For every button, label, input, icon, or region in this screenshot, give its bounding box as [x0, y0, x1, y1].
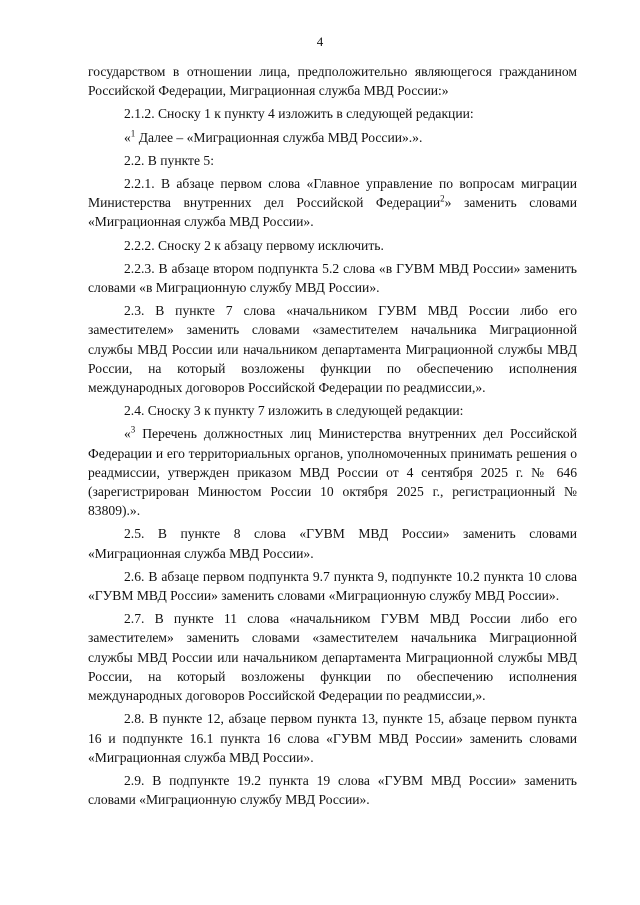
- footnote-1-open: «: [124, 129, 131, 145]
- footnote-3-open: «: [124, 426, 131, 442]
- paragraph-2-2-1-start: 2.2.1. В абзаце первом слова «Главное управление по вопросам миграции Министерства внутренних дел Российской Федерации: [88, 176, 577, 211]
- paragraph-2-2-3: 2.2.3. В абзаце втором подпункта 5.2 слова «в ГУВМ МВД России» заменить словами «в Миграционную службу МВД России».: [88, 260, 577, 296]
- paragraph-2-2-1: [88, 174, 577, 232]
- paragraph-2-5: 2.5. В пункте 8 слова «ГУВМ МВД России» заменить словами «Миграционная служба МВД России».: [88, 526, 577, 561]
- footnote-1-marker: 1: [130, 128, 136, 139]
- paragraph-2-7: 2.7. В пункте 11 слова «начальником ГУВМ МВД России либо его заместителем» заменить словами «заместителем начальника Миграционной службы МВД России или начальником департамента Миграционной службы МВД России, на который возложены функции по обеспечению исполнения международных договоров Российской Федерации по реадмиссии,».: [88, 611, 577, 704]
- document-body: [88, 62, 577, 809]
- paragraph-2-8: 2.8. В пункте 12, абзаце первом пункта 13, пункте 15, абзаце первом пункта 16 и подпункте 16.1 пункта 16 слова «ГУВМ МВД России» заменить словами «Миграционная служба МВД России».: [88, 711, 577, 765]
- paragraph-continuation: государством в отношении лица, предположительно являющегося гражданином Российской Федерации, Миграционная служба МВД России:»: [88, 64, 577, 99]
- paragraph-2-1-2: 2.1.2. Сноску 1 к пункту 4 изложить в следующей редакции:: [124, 106, 474, 122]
- page-number: 4: [316, 34, 324, 49]
- paragraph-2-2: 2.2. В пункте 5:: [124, 152, 214, 168]
- footnote-1-body: Далее – «Миграционная служба МВД России».».: [135, 129, 423, 145]
- paragraph-2-2-1-end: » заменить словами «Миграционная служба МВД России».: [88, 195, 578, 230]
- paragraph-footnote-3-text: [88, 424, 577, 520]
- paragraph-2-6: 2.6. В абзаце первом подпункта 9.7 пункта 9, подпункте 10.2 пункта 10 слова «ГУВМ МВД России» заменить словами «Миграционную службу МВД России».: [88, 568, 577, 604]
- footnote-3-body: Перечень должностных лиц Министерства внутренних дел Российской Федерации и его территориальных органов, уполномоченных принимать решения о реадмиссии, утвержден приказом МВД России от 4 сентября 2025 г. № 646 (зарегистрирован Минюстом России 10 октября 2025 г., регистрационный № 83809).».: [88, 426, 577, 519]
- footnote-3-marker: 3: [130, 424, 136, 435]
- footnote-2-marker: 2: [440, 193, 445, 204]
- paragraph-footnote-1-text: [88, 128, 577, 147]
- paragraph-2-3: 2.3. В пункте 7 слова «начальником ГУВМ МВД России либо его заместителем» заменить словами «заместителем начальника Миграционной службы МВД России или начальником департамента Миграционной службы МВД России, на который возложены функции по обеспечению исполнения международных договоров Российской Федерации по реадмиссии,».: [88, 303, 577, 396]
- paragraph-2-2-2: 2.2.2. Сноску 2 к абзацу первому исключить.: [124, 237, 384, 253]
- paragraph-2-4: 2.4. Сноску 3 к пункту 7 изложить в следующей редакции:: [124, 403, 464, 419]
- paragraph-2-9: 2.9. В подпункте 19.2 пункта 19 слова «ГУВМ МВД России» заменить словами «Миграционную службу МВД России».: [88, 772, 577, 808]
